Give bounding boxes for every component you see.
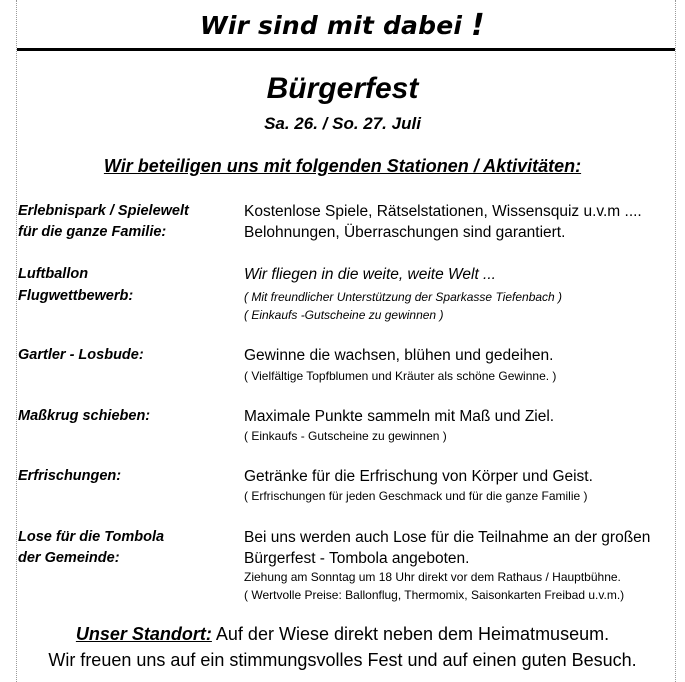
station-description: Gewinne die wachsen, blühen und gedeihen. [244, 347, 554, 364]
location-line [0, 624, 685, 645]
station-description: Getränke für die Erfrischung von Körper und Geist. [244, 468, 593, 485]
station-note: ( Erfrischungen für jeden Geschmack und für die ganze Familie ) [244, 489, 588, 503]
station-label: Flugwettbewerb: [18, 288, 134, 304]
station-description: Kostenlose Spiele, Rätselstationen, Wissensquiz u.v.m .... [244, 203, 642, 220]
station-label: der Gemeinde: [18, 550, 120, 566]
station-label: für die ganze Familie: [18, 224, 167, 240]
location-label: Unser Standort: [75, 624, 212, 644]
event-title: Bürgerfest [266, 72, 419, 105]
event-dates: Sa. 26. / So. 27. Juli [264, 114, 421, 133]
stations-intro: Wir beteiligen uns mit folgenden Stationen / Aktivitäten: [103, 156, 582, 176]
station-note: ( Mit freundlicher Unterstützung der Sparkasse Tiefenbach ) [244, 290, 563, 304]
headline-exclamation: ! [471, 8, 485, 43]
station-description: Wir fliegen in die weite, weite Welt ... [244, 266, 496, 283]
headline-text: Wir sind mit dabei [200, 11, 463, 40]
station-note: ( Einkaufs -Gutscheine zu gewinnen ) [244, 308, 444, 322]
station-note: Ziehung am Sonntag um 18 Uhr direkt vor dem Rathaus / Hauptbühne. [244, 570, 621, 584]
station-description: Bei uns werden auch Lose für die Teilnahme an der großen [244, 529, 651, 546]
header-divider [17, 48, 675, 51]
station-note: ( Einkaufs - Gutscheine zu gewinnen ) [244, 429, 447, 443]
location-text: Auf der Wiese direkt neben dem Heimatmuseum. [211, 624, 610, 644]
station-label: Lose für die Tombola [18, 529, 165, 545]
station-label: Gartler - Losbude: [18, 347, 144, 363]
station-label: Erfrischungen: [18, 468, 122, 484]
station-label: Maßkrug schieben: [18, 408, 151, 424]
headline [0, 8, 685, 43]
station-description: Belohnungen, Überraschungen sind garantiert. [244, 224, 566, 241]
station-description: Maximale Punkte sammeln mit Maß und Ziel. [244, 408, 555, 425]
station-description: Bürgerfest - Tombola angeboten. [244, 550, 470, 567]
station-label: Erlebnispark / Spielewelt [18, 203, 189, 219]
station-note: ( Wertvolle Preise: Ballonflug, Thermomix, Saisonkarten Freibad u.v.m.) [244, 588, 625, 602]
closing-line: Wir freuen uns auf ein stimmungsvolles Fest und auf einen guten Besuch. [48, 650, 637, 670]
station-label: Luftballon [18, 266, 89, 282]
station-note: ( Vielfältige Topfblumen und Kräuter als schöne Gewinne. ) [244, 369, 557, 383]
